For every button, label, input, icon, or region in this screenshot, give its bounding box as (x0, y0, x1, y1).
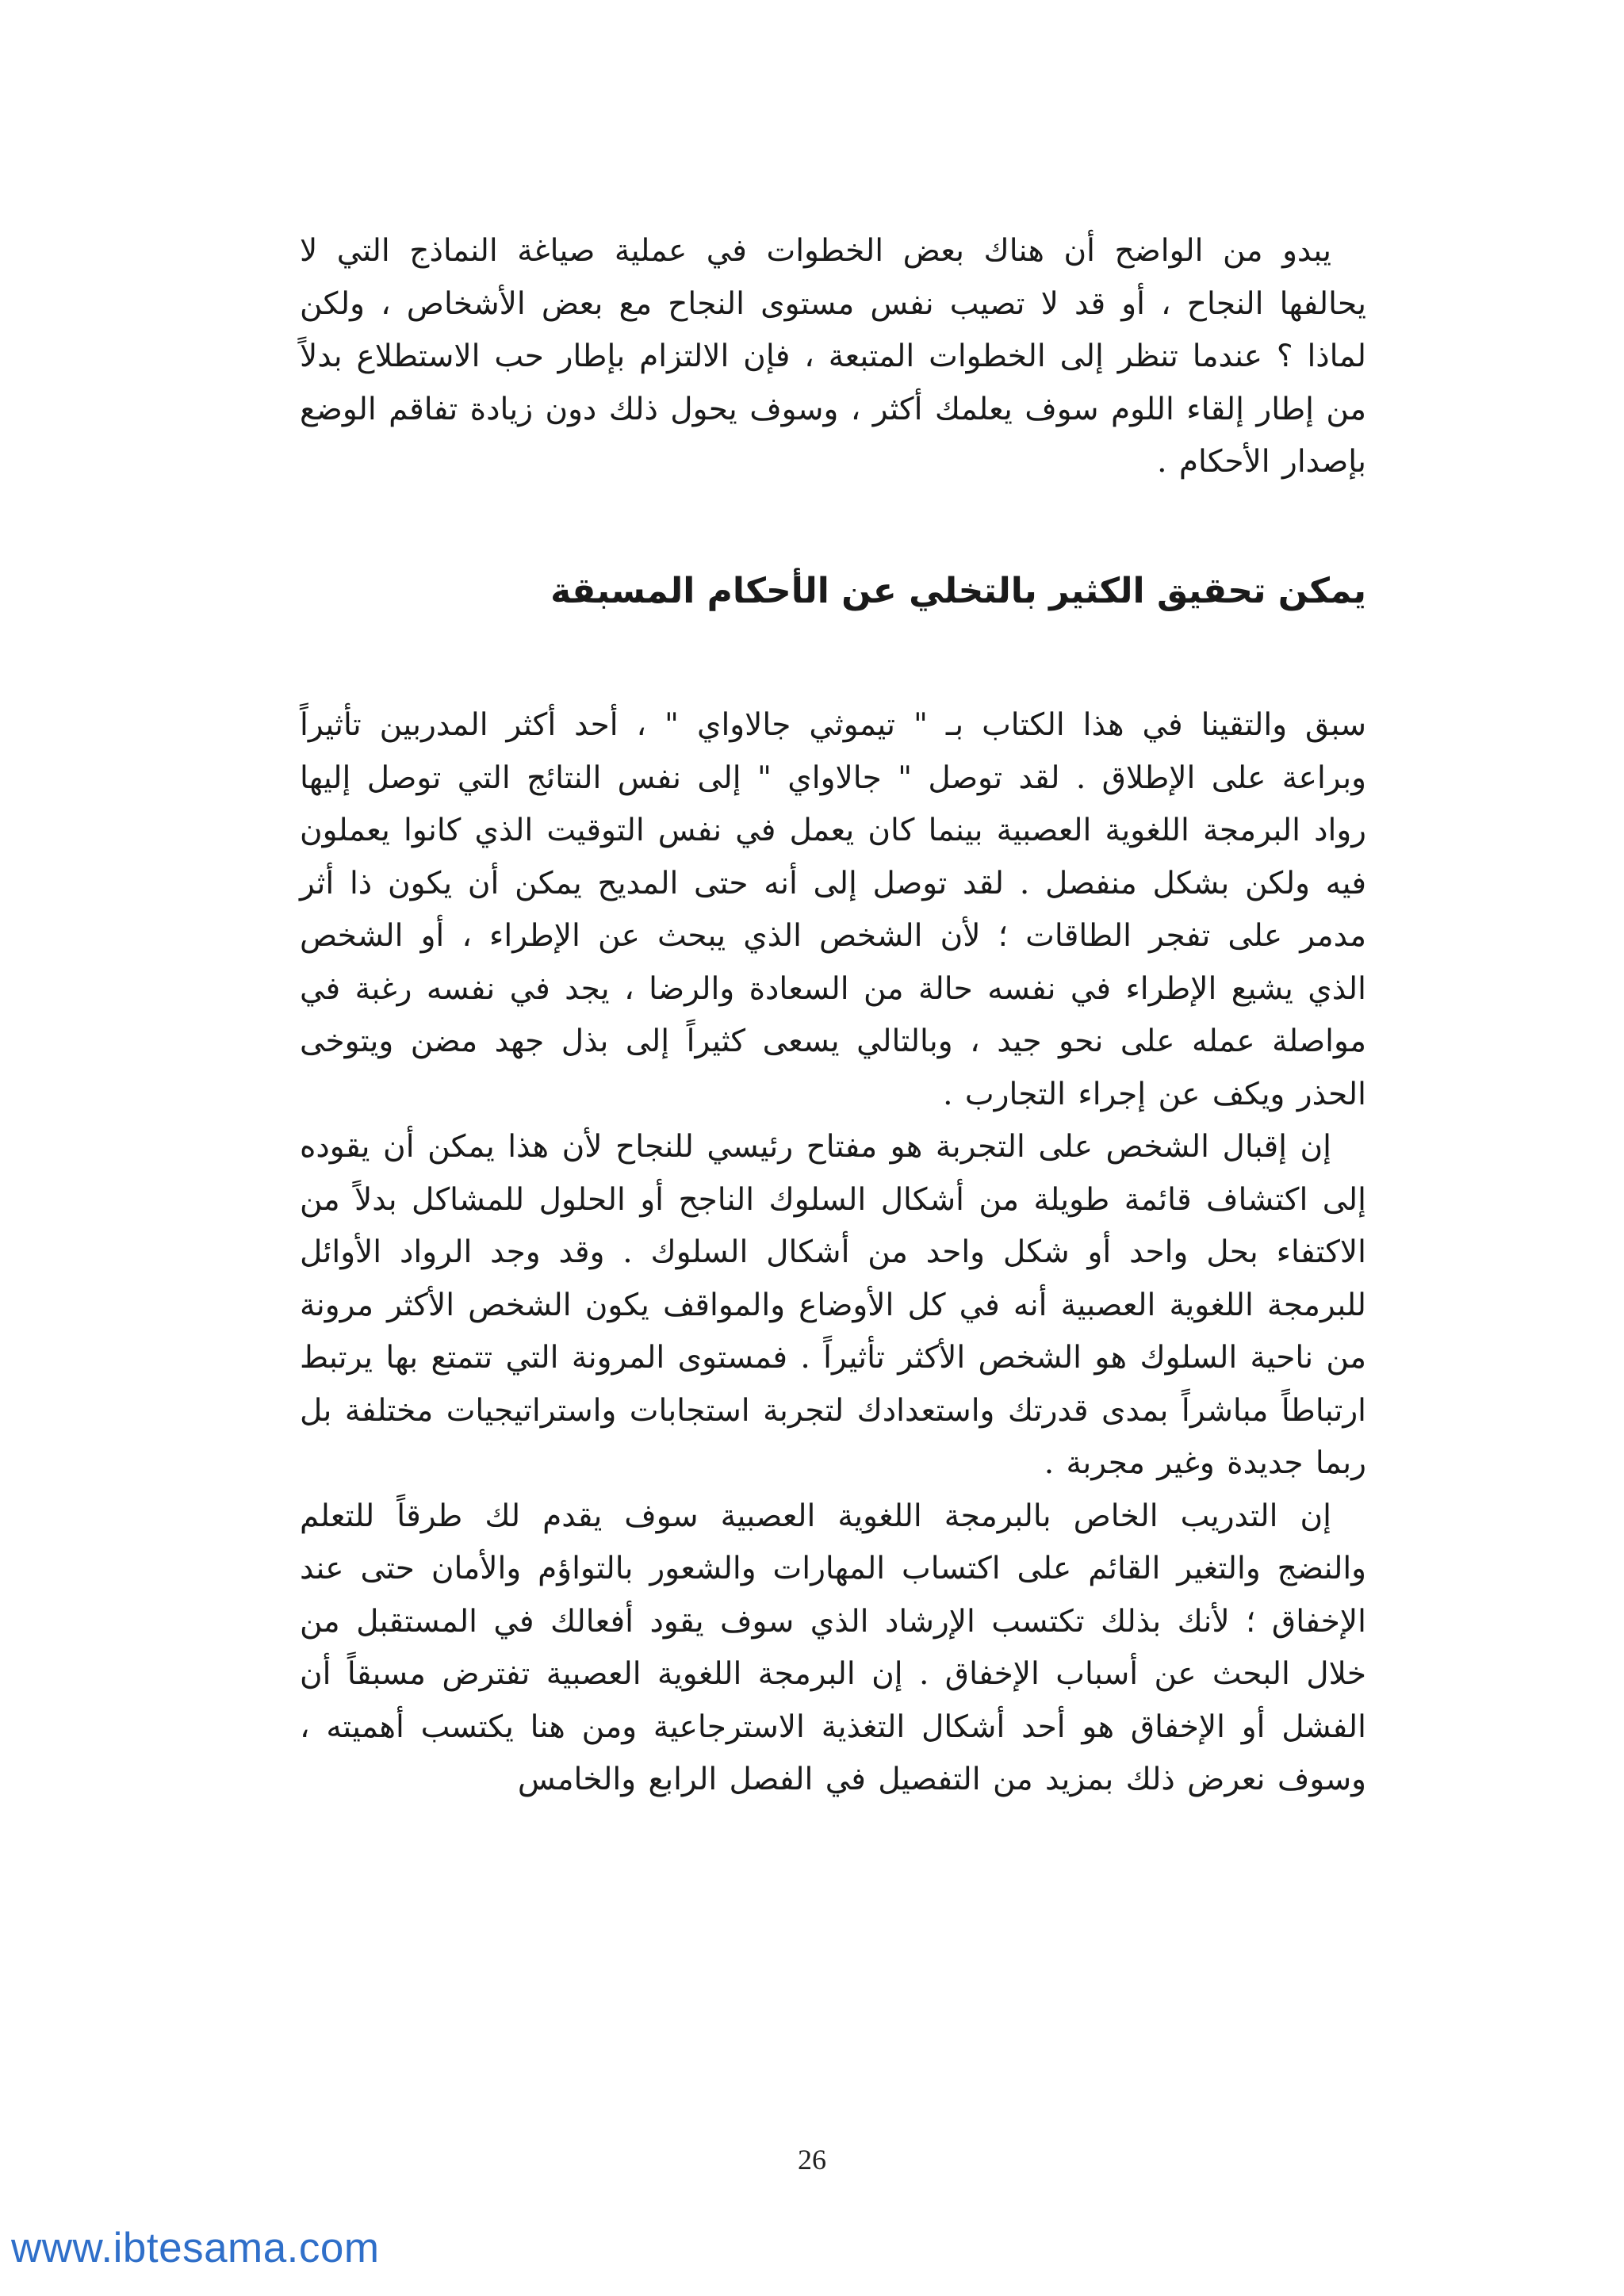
body-paragraph-2: إن إقبال الشخص على التجربة هو مفتاح رئيسي للنجاح لأن هذا يمكن أن يقوده إلى اكتشاف قائمة طويلة من أشكال السلوك الناجح أو الحلول للمشاكل بدلاً من الاكتفاء بحل واحد أو شكل واحد من أشكال السلوك . وقد وجد الرواد الأوائل للبرمجة اللغوية العصبية أنه في كل الأوضاع والمواقف يكون الشخص الأكثر مرونة من ناحية السلوك هو الشخص الأكثر تأثيراً . فمستوى المرونة التي تتمتع بها يرتبط ارتباطاً مباشراً بمدى قدرتك واستعدادك لتجربة استجابات واستراتيجيات مختلفة بل ربما جديدة وغير مجربة . (300, 1129, 1366, 1481)
intro-section (300, 225, 1366, 489)
page-number: 26 (798, 2144, 826, 2175)
section-body (300, 699, 1366, 1807)
body-paragraph-3: إن التدريب الخاص بالبرمجة اللغوية العصبية سوف يقدم لك طرقاً للتعلم والنضج والتغير القائم على اكتساب المهارات والشعور بالتواؤم والأمان حتى عند الإخفاق ؛ لأنك بذلك تكتسب الإرشاد الذي سوف يقود أفعالك في المستقبل من خلال البحث عن أسباب الإخفاق . إن البرمجة اللغوية العصبية تفترض مسبقاً أن الفشل أو الإخفاق هو أحد أشكال التغذية الاسترجاعية ومن هنا يكتسب أهميته ، وسوف نعرض ذلك بمزيد من التفصيل في الفصل الرابع والخامس (300, 1498, 1366, 1797)
body-paragraph-1: سبق والتقينا في هذا الكتاب بـ " تيموثي جالاواي " ، أحد أكثر المدربين تأثيراً وبراعة على الإطلاق . لقد توصل " جالاواي " إلى نفس النتائج التي توصل إليها رواد البرمجة اللغوية العصبية بينما كان يعمل في نفس التوقيت الذي كانوا يعملون فيه ولكن بشكل منفصل . لقد توصل إلى أنه حتى المديح يمكن أن يكون ذا أثر مدمر على تفجر الطاقات ؛ لأن الشخص الذي يبحث عن الإطراء ، أو الشخص الذي يشيع الإطراء في نفسه حالة من السعادة والرضا ، يجد في نفسه رغبة في مواصلة عمله على نحو جيد ، وبالتالي يسعى كثيراً إلى بذل جهد مضن ويتوخى الحذر ويكف عن إجراء التجارب . (300, 707, 1366, 1112)
section-heading: يمكن تحقيق الكثير بالتخلي عن الأحكام المسبقة (550, 571, 1366, 611)
intro-paragraph: يبدو من الواضح أن هناك بعض الخطوات في عملية صياغة النماذج التي لا يحالفها النجاح ، أو قد لا تصيب نفس مستوى النجاح مع بعض الأشخاص ، ولكن لماذا ؟ عندما تنظر إلى الخطوات المتبعة ، فإن الالتزام بإطار حب الاستطلاع بدلاً من إطار إلقاء اللوم سوف يعلمك أكثر ، وسوف يحول ذلك دون زيادة تفاقم الوضع بإصدار الأحكام . (300, 233, 1366, 480)
site-watermark: www.ibtesama.com (11, 2225, 380, 2271)
